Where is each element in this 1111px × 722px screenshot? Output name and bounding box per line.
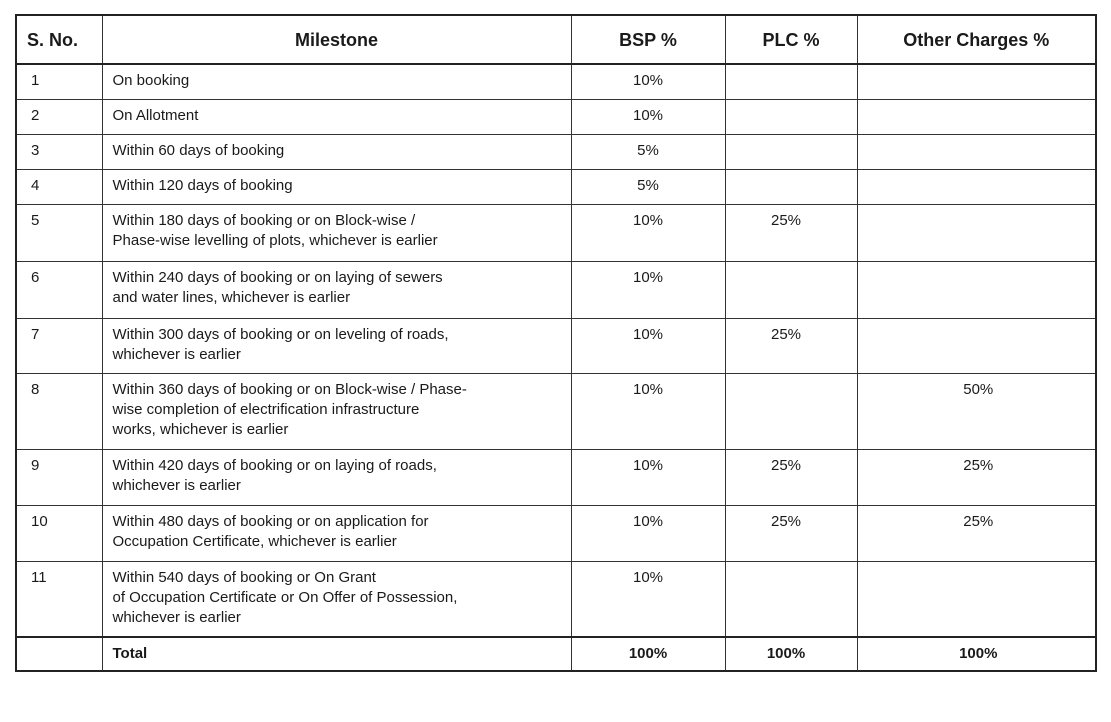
table-row bbox=[16, 205, 1096, 262]
row-sno: 2 bbox=[16, 100, 102, 135]
row-plc bbox=[725, 170, 857, 205]
row-plc bbox=[725, 64, 857, 100]
header-sno: S. No. bbox=[16, 15, 102, 64]
header-other-charges: Other Charges % bbox=[857, 15, 1096, 64]
row-plc: 25% bbox=[725, 205, 857, 262]
row-sno: 9 bbox=[16, 450, 102, 506]
row-milestone: Within 120 days of booking bbox=[102, 170, 571, 205]
row-plc bbox=[725, 262, 857, 319]
row-sno: 7 bbox=[16, 319, 102, 374]
total-row bbox=[16, 637, 1096, 671]
row-plc: 25% bbox=[725, 450, 857, 506]
row-bsp: 10% bbox=[571, 374, 725, 450]
row-bsp: 10% bbox=[571, 450, 725, 506]
row-bsp: 10% bbox=[571, 506, 725, 562]
row-other-charges: 25% bbox=[857, 506, 1096, 562]
row-milestone: On Allotment bbox=[102, 100, 571, 135]
table-row bbox=[16, 135, 1096, 170]
row-milestone: Within 420 days of booking or on laying of roads, whichever is earlier bbox=[102, 450, 571, 506]
row-sno: 1 bbox=[16, 64, 102, 100]
row-other-charges bbox=[857, 100, 1096, 135]
table-row bbox=[16, 64, 1096, 100]
row-sno: 3 bbox=[16, 135, 102, 170]
row-milestone: Within 360 days of booking or on Block-wise / Phase- wise completion of electrification infrastructure works, whichever is earlier bbox=[102, 374, 571, 450]
row-milestone: Within 60 days of booking bbox=[102, 135, 571, 170]
row-bsp: 10% bbox=[571, 262, 725, 319]
row-other-charges bbox=[857, 562, 1096, 638]
row-sno: 10 bbox=[16, 506, 102, 562]
row-milestone: Within 240 days of booking or on laying of sewers and water lines, whichever is earlier bbox=[102, 262, 571, 319]
row-bsp: 10% bbox=[571, 64, 725, 100]
row-other-charges bbox=[857, 135, 1096, 170]
row-milestone: Within 480 days of booking or on application for Occupation Certificate, whichever is earlier bbox=[102, 506, 571, 562]
row-other-charges bbox=[857, 64, 1096, 100]
total-plc: 100% bbox=[725, 637, 857, 671]
row-milestone: Within 180 days of booking or on Block-wise / Phase-wise levelling of plots, whichever is earlier bbox=[102, 205, 571, 262]
row-sno: 8 bbox=[16, 374, 102, 450]
row-bsp: 10% bbox=[571, 562, 725, 638]
row-bsp: 10% bbox=[571, 100, 725, 135]
row-plc: 25% bbox=[725, 319, 857, 374]
row-bsp: 5% bbox=[571, 135, 725, 170]
row-other-charges bbox=[857, 205, 1096, 262]
header-bsp: BSP % bbox=[571, 15, 725, 64]
total-bsp: 100% bbox=[571, 637, 725, 671]
row-other-charges bbox=[857, 319, 1096, 374]
row-sno: 4 bbox=[16, 170, 102, 205]
row-other-charges: 50% bbox=[857, 374, 1096, 450]
table-row bbox=[16, 170, 1096, 205]
total-other-charges: 100% bbox=[857, 637, 1096, 671]
table-row bbox=[16, 450, 1096, 506]
row-bsp: 10% bbox=[571, 319, 725, 374]
row-sno: 11 bbox=[16, 562, 102, 638]
table-row bbox=[16, 319, 1096, 374]
row-plc bbox=[725, 562, 857, 638]
table-row bbox=[16, 262, 1096, 319]
row-plc bbox=[725, 100, 857, 135]
row-bsp: 10% bbox=[571, 205, 725, 262]
payment-plan-document bbox=[15, 14, 1095, 672]
row-other-charges bbox=[857, 262, 1096, 319]
table-row bbox=[16, 506, 1096, 562]
row-sno: 6 bbox=[16, 262, 102, 319]
row-plc: 25% bbox=[725, 506, 857, 562]
row-milestone: Within 300 days of booking or on leveling of roads, whichever is earlier bbox=[102, 319, 571, 374]
table-row bbox=[16, 562, 1096, 638]
table-header-row bbox=[16, 15, 1096, 64]
header-plc: PLC % bbox=[725, 15, 857, 64]
payment-milestone-table bbox=[15, 14, 1097, 672]
row-plc bbox=[725, 374, 857, 450]
table-row bbox=[16, 374, 1096, 450]
row-sno: 5 bbox=[16, 205, 102, 262]
row-plc bbox=[725, 135, 857, 170]
row-bsp: 5% bbox=[571, 170, 725, 205]
total-sno bbox=[16, 637, 102, 671]
total-label: Total bbox=[102, 637, 571, 671]
row-other-charges: 25% bbox=[857, 450, 1096, 506]
row-other-charges bbox=[857, 170, 1096, 205]
row-milestone: Within 540 days of booking or On Grant of Occupation Certificate or On Offer of Possession, whichever is earlier bbox=[102, 562, 571, 638]
header-milestone: Milestone bbox=[102, 15, 571, 64]
row-milestone: On booking bbox=[102, 64, 571, 100]
table-row bbox=[16, 100, 1096, 135]
